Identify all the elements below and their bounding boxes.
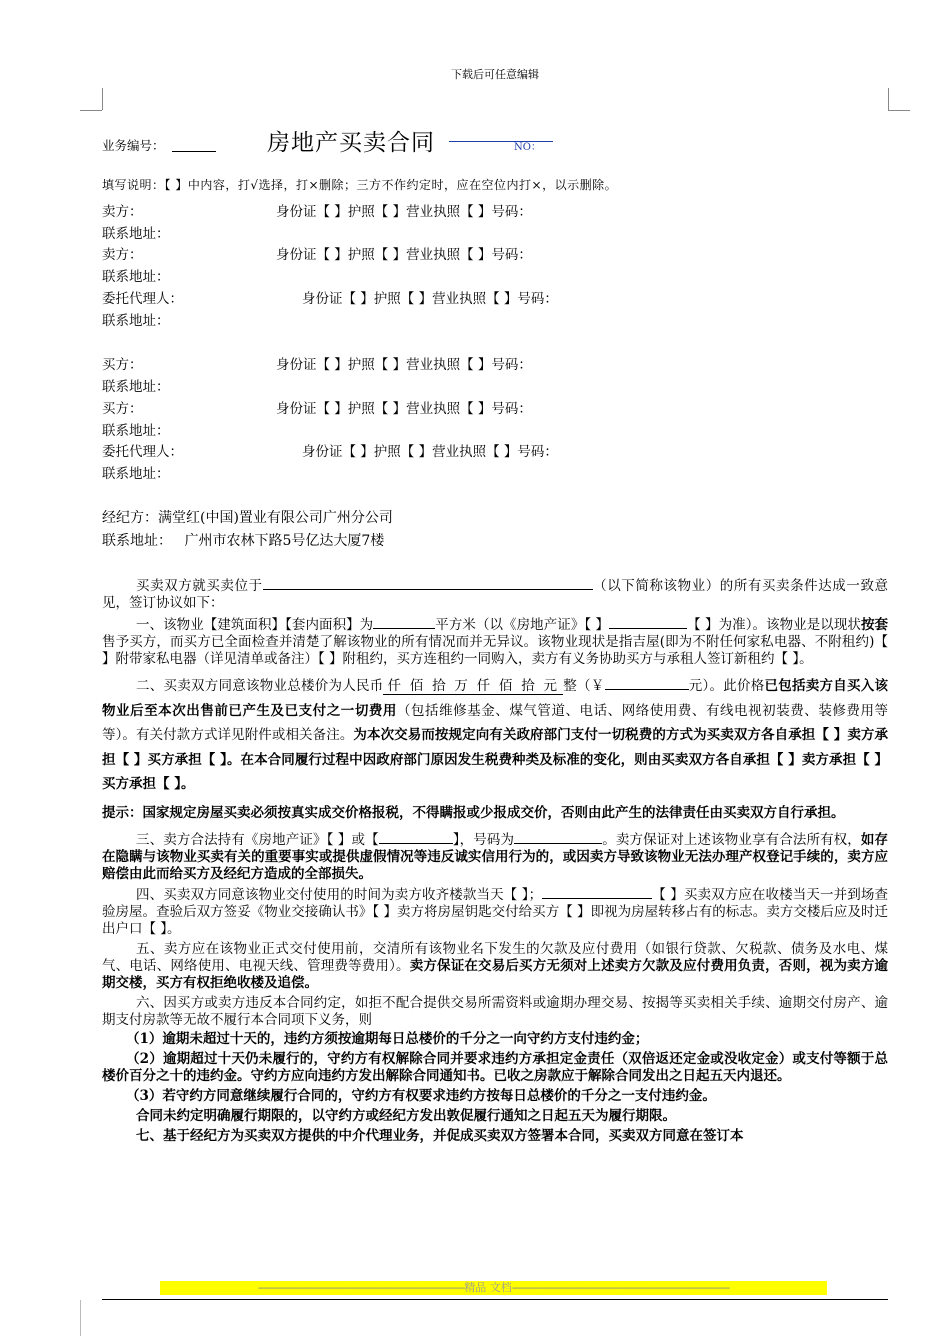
cert-number-blank [514, 831, 602, 844]
crop-mark [80, 110, 102, 111]
clause-1: 一、该物业【建筑面积】【套内面积】为 平方米（以《房地产证》【 】 【 】为准）。该物业是以现状按套售予买方，而买方已全面检查并清楚了解该物业的所有情况而并无异议。该物业现状是指吉屋(即为不附任何家私电器、不附租约)【 】附带家私电器（详见清单或备注）【 】附租约，买方连租约一同购入，卖方有义务协助买方与承租人签订新租约【 】。 [102, 617, 889, 667]
clause-6-3: （3）若守约方同意继续履行合同的，守约方有权要求违约方按每日总楼价的千分之一支付违约金。 [126, 1088, 716, 1104]
buyer-address: 联系地址： [102, 379, 170, 395]
agent-role: 委托代理人： [102, 291, 183, 307]
footer-dashes: -------------------------------------------------------------------------------- [511, 1281, 730, 1294]
clause-intro: 买卖双方就买卖位于 （以下简称该物业）的所有买卖条件达成一致意见，签订协议如下： [102, 578, 889, 611]
seller-role: 卖方： [102, 247, 143, 263]
footer-rule [102, 1299, 888, 1300]
cert-type-blank [379, 831, 453, 844]
buyer-id-options: 身份证【 】护照【 】营业执照【 】号码： [276, 357, 532, 373]
agent-id-options: 身份证【 】护照【 】营业执照【 】号码： [302, 291, 558, 307]
seller-id-options: 身份证【 】护照【 】营业执照【 】号码： [276, 204, 532, 220]
property-location-blank [263, 577, 593, 590]
clause-4: 四、买卖双方同意该物业交付使用的时间为卖方收齐楼款当天【 】； 【 】买卖双方应在收楼当天一并到场查验房屋。查验后双方签妥《物业交接确认书》【 】卖方将房屋钥匙交付给买方【 】即视为房屋转移占有的标志。卖方交楼后应及时迁出户口【 】。 [102, 887, 888, 937]
contract-no-label: NO： [514, 142, 541, 153]
footer-text: 精品 文档 [464, 1281, 512, 1294]
contract-body [102, 577, 888, 1145]
buyer-agent-address: 联系地址： [102, 466, 170, 482]
agent-role: 委托代理人： [102, 444, 183, 460]
buyer-id-options: 身份证【 】护照【 】营业执照【 】号码： [276, 401, 532, 417]
clause-6: 六、因买方或卖方违反本合同约定，如拒不配合提供交易所需资料或逾期办理交易、按揭等买卖相关手续、逾期交付房产、逾期支付房款等无故不履行本合同项下义务，则 [102, 995, 888, 1028]
seller-role: 卖方： [102, 204, 143, 220]
cert-blank [609, 616, 687, 629]
seller-id-options: 身份证【 】护照【 】营业执照【 】号码： [276, 247, 532, 263]
price-number-blank [605, 677, 689, 690]
seller-agent-address: 联系地址： [102, 313, 170, 329]
agent-id-options: 身份证【 】护照【 】营业执照【 】号码： [302, 444, 558, 460]
buyer-address: 联系地址： [102, 423, 170, 439]
clause-6-4: 合同未约定明确履行期限的，以守约方或经纪方发出敦促履行通知之日起五天为履行期限。 [136, 1108, 676, 1124]
clause-3: 三、卖方合法持有《房地产证》【 】或【 】，号码为 。卖方保证对上述该物业享有合法所有权，如存在隐瞒与该物业买卖有关的重要事实或提供虚假情况等违反诚实信用行为的，或因卖方导致该物业无法办理产权登记手续的，卖方应赔偿由此而给买方及经纪方造成的全部损失。 [102, 832, 889, 882]
clause-6-2: （2）逾期超过十天仍未履行的，守约方有权解除合同并要求违约方承担定金责任（双倍返还定金或没收定金）或支付等额于总楼价百分之十的违约金。守约方应向违约方发出解除合同通知书。已收之房款应于解除合同发出之日起五天内退还。 [102, 1051, 888, 1084]
clause-7: 七、基于经纪方为买卖双方提供的中介代理业务，并促成买卖双方签署本合同，买卖双方同意在签订本 [136, 1128, 744, 1144]
business-no-label: 业务编号： [102, 138, 165, 153]
clause-5: 五、卖方应在该物业正式交付使用前，交清所有该物业名下发生的欠款及应付费用（如银行贷款、欠税款、债务及水电、煤气、电话、网络使用、电视天线、管理费等费用）。卖方保证在交易后买方无须对上述卖方欠款及应付费用负责，否则，视为卖方逾期交楼，买方有权拒绝收楼及追偿。 [102, 941, 889, 991]
margin-line [80, 1300, 81, 1336]
handover-date-blank [542, 886, 652, 899]
page-title: 房地产买卖合同 [267, 130, 435, 156]
tax-tip: 提示：国家规定房屋买卖必须按真实成交价格报税，不得瞒报或少报成交价，否则由此产生的法律责任由买卖双方自行承担。 [102, 804, 845, 821]
footer-banner [160, 1281, 827, 1295]
agent-company: 经纪方：满堂红(中国)置业有限公司广州分公司 [102, 510, 393, 526]
fill-instructions: 填写说明：【 】中内容，打√选择，打×删除；三方不作约定时，应在空位内打×，以示删除。 [102, 178, 618, 192]
seller-address: 联系地址： [102, 226, 170, 242]
footer-dashes: ---------------------------------------------------------------------------- [257, 1281, 465, 1294]
crop-mark [102, 88, 103, 110]
agent-address-label: 联系地址： [102, 533, 172, 549]
seller-address: 联系地址： [102, 269, 170, 285]
clause-6-1: （1）逾期未超过十天的，违约方须按逾期每日总楼价的千分之一向守约方支付违约金； [126, 1031, 649, 1047]
area-blank [373, 616, 435, 629]
clause-2: 二、买卖双方同意该物业总楼价为人民币 仟 佰 拾 万 仟 佰 拾 元 整（￥ 元）。此价格已包括卖方自买入该物业后至本次出售前已产生及已支付之一切费用（包括维修基金、煤气管道、电话、网络使用费、有线电视初装费、装修费用等等）。有关付款方式详见附件或相关备注。为本次交易而按规定向有关政府部门支付一切税费的方式为买卖双方各自承担【 】卖方承担【 】买方承担【 】。在本合同履行过程中因政府部门原因发生税费种类及标准的变化，则由买卖双方各自承担【 】卖方承担【 】买方承担【 】。 [102, 678, 889, 792]
price-chinese-blank: 仟 佰 拾 万 仟 佰 拾 元 [383, 678, 563, 695]
crop-mark [888, 88, 889, 110]
agent-address-value: 广州市农林下路5号亿达大厦7楼 [184, 533, 385, 549]
buyer-role: 买方： [102, 357, 143, 373]
agent-address [102, 530, 384, 550]
header-note: 下载后可任意编辑 [451, 68, 539, 81]
buyer-role: 买方： [102, 401, 143, 417]
crop-mark [888, 110, 910, 111]
business-no-blank [172, 136, 216, 152]
title-row [102, 124, 902, 154]
